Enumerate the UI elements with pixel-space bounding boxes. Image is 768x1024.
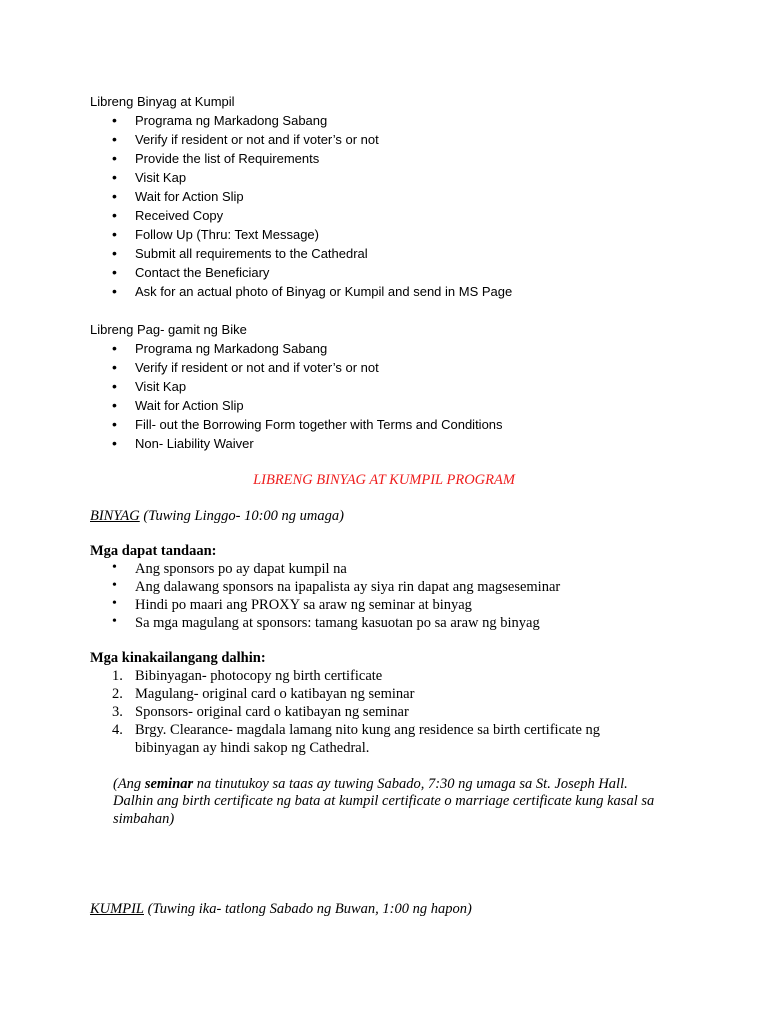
bullet-icon: •: [112, 283, 117, 299]
bullet-icon: •: [112, 359, 117, 375]
binyag-label: BINYAG: [90, 508, 140, 524]
note-line-2: Dalhin ang birth certificate ng bata at kumpil certificate o marriage certificate kung kasal sa: [113, 793, 655, 809]
bullet-icon: •: [112, 245, 117, 261]
list-item: Brgy. Clearance- magdala lamang nito kung ang residence sa birth certificate ng: [135, 722, 601, 738]
list-number: 1.: [112, 668, 123, 684]
list-number: 2.: [112, 686, 123, 702]
list-item: Received Copy: [135, 208, 224, 223]
requirements-heading: Mga kinakailangang dalhin:: [90, 650, 266, 666]
program-title: LIBRENG BINYAG AT KUMPIL PROGRAM: [253, 472, 515, 488]
binyag-line: [90, 508, 344, 525]
note-line-1: [113, 776, 628, 793]
list-number: 3.: [112, 704, 123, 720]
list-item: Magulang- original card o katibayan ng seminar: [135, 686, 415, 702]
bullet-icon: •: [112, 131, 117, 147]
binyag-schedule: (Tuwing Linggo- 10:00 ng umaga): [143, 508, 344, 524]
list-item: Ang dalawang sponsors na ipapalista ay siya rin dapat ang magseseminar: [135, 579, 561, 595]
bullet-icon: •: [112, 596, 117, 611]
note-start: (Ang: [113, 776, 145, 792]
bullet-icon: •: [112, 378, 117, 394]
note-bold: seminar: [144, 776, 194, 792]
bullet-icon: •: [112, 112, 117, 128]
list-item: Wait for Action Slip: [135, 398, 244, 413]
list-item: Fill- out the Borrowing Form together with Terms and Conditions: [135, 417, 503, 432]
list-item: Verify if resident or not and if voter’s or not: [135, 360, 379, 375]
bullet-icon: •: [112, 435, 117, 451]
list-item: Visit Kap: [135, 170, 187, 185]
list-number: 4.: [112, 722, 123, 738]
bullet-icon: •: [112, 397, 117, 413]
note-line-3: simbahan): [113, 811, 175, 827]
list-item: Ask for an actual photo of Binyag or Kumpil and send in MS Page: [135, 284, 513, 299]
bullet-icon: •: [112, 207, 117, 223]
list-item: Wait for Action Slip: [135, 189, 244, 204]
bullet-icon: •: [112, 188, 117, 204]
list-item: Sponsors- original card o katibayan ng seminar: [135, 704, 409, 720]
list-item: Provide the list of Requirements: [135, 151, 320, 166]
list-item: Programa ng Markadong Sabang: [135, 341, 328, 356]
section2-heading: Libreng Pag- gamit ng Bike: [90, 322, 247, 337]
list-item: Contact the Beneficiary: [135, 265, 270, 280]
list-item: Programa ng Markadong Sabang: [135, 113, 328, 128]
bullet-icon: •: [112, 226, 117, 242]
list-item-continuation: bibinyagan ay hindi sakop ng Cathedral.: [135, 740, 370, 756]
bullet-icon: •: [112, 340, 117, 356]
list-item: Verify if resident or not and if voter’s or not: [135, 132, 379, 147]
kumpil-line: [90, 901, 472, 918]
bullet-icon: •: [112, 560, 117, 575]
list-item: Hindi po maari ang PROXY sa araw ng seminar at binyag: [135, 597, 472, 613]
kumpil-label: KUMPIL: [90, 901, 144, 917]
list-item: Non- Liability Waiver: [135, 436, 254, 451]
bullet-icon: •: [112, 150, 117, 166]
bullet-icon: •: [112, 264, 117, 280]
kumpil-schedule: (Tuwing ika- tatlong Sabado ng Buwan, 1:00 ng hapon): [147, 901, 472, 917]
list-item: Sa mga magulang at sponsors: tamang kasuotan po sa araw ng binyag: [135, 615, 540, 631]
section1-heading: Libreng Binyag at Kumpil: [90, 94, 235, 109]
bullet-icon: •: [112, 614, 117, 629]
reminders-heading: Mga dapat tandaan:: [90, 543, 217, 559]
list-item: Follow Up (Thru: Text Message): [135, 227, 319, 242]
list-item: Ang sponsors po ay dapat kumpil na: [135, 561, 347, 577]
bullet-icon: •: [112, 169, 117, 185]
bullet-icon: •: [112, 578, 117, 593]
list-item: Submit all requirements to the Cathedral: [135, 246, 368, 261]
list-item: Bibinyagan- photocopy ng birth certificate: [135, 668, 383, 684]
list-item: Visit Kap: [135, 379, 187, 394]
note-rest: na tinutukoy sa taas ay tuwing Sabado, 7:30 ng umaga sa St. Joseph Hall.: [193, 776, 628, 792]
bullet-icon: •: [112, 416, 117, 432]
